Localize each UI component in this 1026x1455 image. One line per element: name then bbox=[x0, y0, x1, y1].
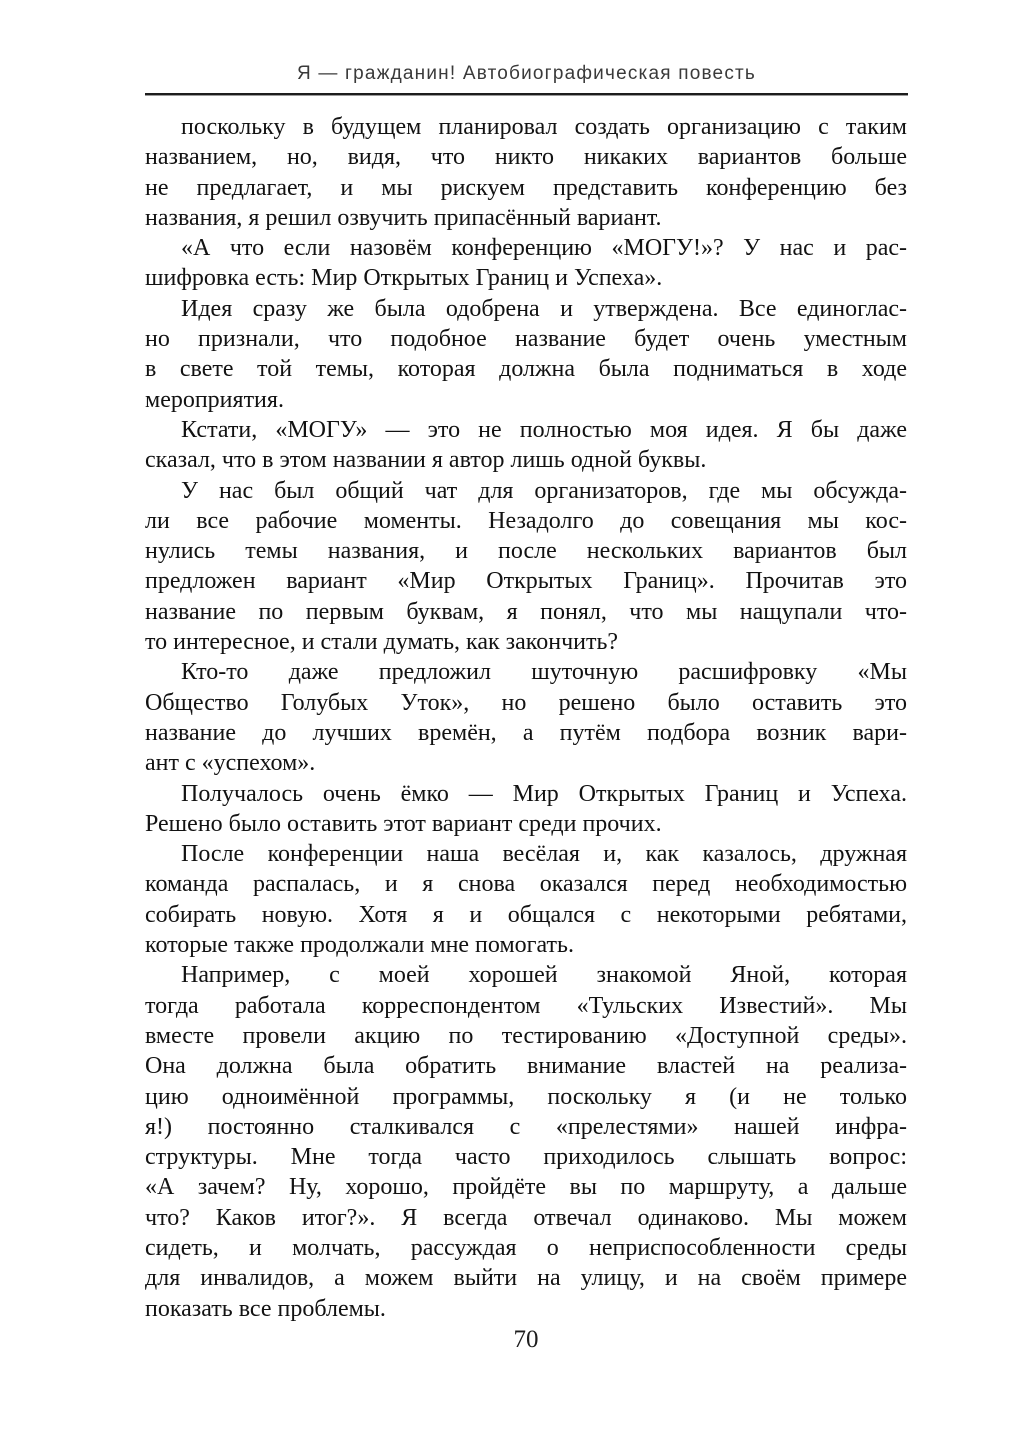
text-line: не предлагает, и мы рискуем представить конференцию без bbox=[145, 174, 907, 201]
text-line: название по первым буквам, я понял, что мы нащупали что- bbox=[145, 598, 907, 625]
text-line: нулись темы названия, и после нескольких вариантов был bbox=[145, 538, 907, 565]
text-line: шифровка есть: Мир Открытых Границ и Успеха». bbox=[145, 265, 663, 292]
text-line: вместе провели акцию по тестированию «Доступной среды». bbox=[145, 1022, 907, 1049]
text-line: команда распалась, и я снова оказался перед необходимостью bbox=[145, 871, 907, 898]
text-line: то интересное, и стали думать, как закончить? bbox=[145, 629, 619, 656]
page-number: 70 bbox=[513, 1326, 539, 1353]
text-line: в свете той темы, которая должна была подниматься в ходе bbox=[145, 356, 907, 383]
text-line: показать все проблемы. bbox=[145, 1295, 386, 1322]
text-line: Получалось очень ёмко — Мир Открытых Границ и Успеха. bbox=[181, 780, 907, 807]
text-line: ли все рабочие моменты. Незадолго до совещания мы кос- bbox=[145, 507, 907, 534]
text-line: Она должна была обратить внимание властей на реализа- bbox=[145, 1053, 907, 1080]
running-header: Я — гражданин! Автобиографическая повесть bbox=[296, 63, 757, 84]
text-line: Кто-то даже предложил шуточную расшифровку «Мы bbox=[181, 659, 907, 686]
text-line: что? Каков итог?». Я всегда отвечал одинаково. Мы можем bbox=[145, 1204, 907, 1231]
text-line: Решено было оставить этот вариант среди прочих. bbox=[145, 810, 662, 837]
text-line: Идея сразу же была одобрена и утверждена. Все единоглас- bbox=[181, 295, 907, 322]
text-line: предложен вариант «Мир Открытых Границ». Прочитав это bbox=[145, 568, 907, 595]
text-line: я!) постоянно сталкивался с «прелестями» нашей инфра- bbox=[145, 1113, 907, 1140]
text-line: структуры. Мне тогда часто приходилось слышать вопрос: bbox=[145, 1144, 907, 1171]
text-line: «А что если назовём конференцию «МОГУ!»? У нас и рас- bbox=[181, 235, 907, 262]
text-line: мероприятия. bbox=[145, 386, 284, 413]
header-rule bbox=[145, 93, 908, 96]
text-line: После конференции наша весёлая и, как казалось, дружная bbox=[181, 841, 907, 868]
text-line: Кстати, «МОГУ» — это не полностью моя идея. Я бы даже bbox=[181, 416, 907, 443]
text-line: названия, я решил озвучить припасённый вариант. bbox=[145, 204, 662, 231]
text-line: тогда работала корреспондентом «Тульских Известий». Мы bbox=[145, 992, 907, 1019]
text-line: названием, но, видя, что никто никаких вариантов больше bbox=[145, 144, 907, 171]
text-line: У нас был общий чат для организаторов, где мы обсужда- bbox=[181, 477, 907, 504]
text-line: цию одноимённой программы, поскольку я (и не только bbox=[145, 1083, 907, 1110]
text-line: Например, с моей хорошей знакомой Яной, которая bbox=[181, 962, 907, 989]
text-line: Общество Голубых Уток», но решено было оставить это bbox=[145, 689, 907, 716]
text-line: сидеть, и молчать, рассуждая о неприспособленности среды bbox=[145, 1234, 907, 1261]
text-line: для инвалидов, а можем выйти на улицу, и на своём примере bbox=[145, 1265, 907, 1292]
text-line: ант с «успехом». bbox=[145, 750, 316, 777]
text-line: «А зачем? Ну, хорошо, пройдёте вы по маршруту, а дальше bbox=[145, 1174, 907, 1201]
text-line: поскольку в будущем планировал создать организацию с таким bbox=[181, 114, 907, 140]
text-line: которые также продолжали мне помогать. bbox=[145, 932, 574, 959]
body-text bbox=[145, 112, 907, 1324]
text-line: собирать новую. Хотя я и общался с некоторыми ребятами, bbox=[145, 901, 907, 928]
text-line: название до лучших времён, а путём подбора возник вари- bbox=[145, 719, 907, 746]
text-line: но признали, что подобное название будет очень уместным bbox=[145, 326, 907, 353]
text-line: сказал, что в этом названии я автор лишь одной буквы. bbox=[145, 447, 707, 474]
